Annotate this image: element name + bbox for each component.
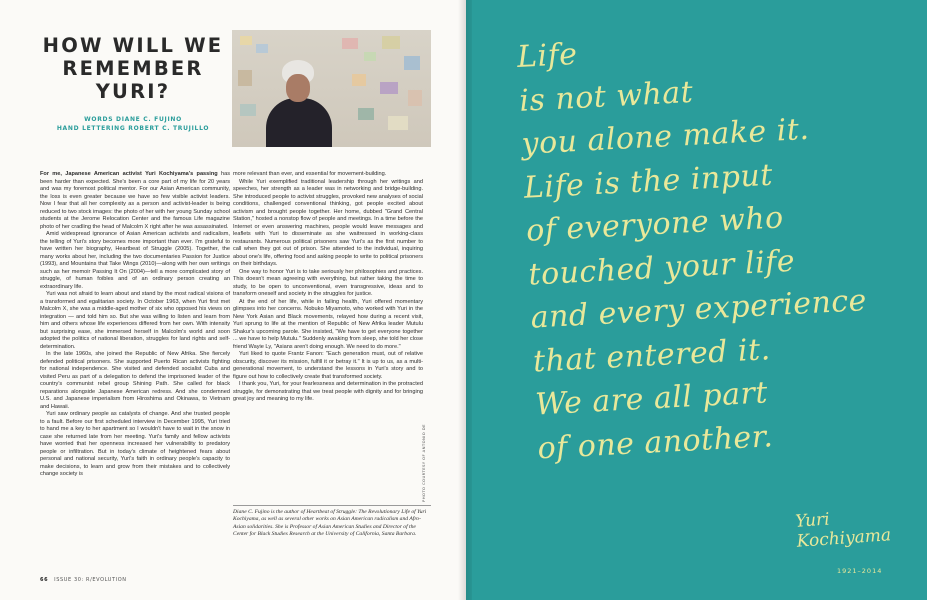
wall-card bbox=[364, 52, 376, 61]
wall-card bbox=[342, 38, 358, 49]
issue-label: ISSUE 30: R/EVOLUTION bbox=[54, 577, 127, 583]
quote-attribution bbox=[795, 504, 908, 552]
quote-line: you alone make it. bbox=[520, 111, 811, 162]
article-credits bbox=[40, 115, 226, 133]
paragraph: One way to honor Yuri is to take seriously her philosophies and practices. This doesn't mean agreeing with everything, but rather taking the time to study, to be open to unconventional, even transgressive, ideas and to transform oneself and society in the struggles for justice. bbox=[233, 268, 423, 297]
wall-card bbox=[358, 108, 374, 120]
quote-line: that entered it. bbox=[532, 331, 772, 380]
article-column-2 bbox=[233, 171, 423, 404]
paragraph: Amid widespread ignorance of Asian American activists and radicalism, the telling of Yuri's story becomes more important than ever. I'm grateful to have written her biography, Heartbeat of Struggle (2005). Together, the many works about her, including the two documentaries Passion for Justice (1993), and Mountains that Take Wings (2010)—along with her own writings such as her memoir Passing It On (2004)—tell a more complicated story of struggle, of human foibles and of an ordinary person creating an extraordinary life. bbox=[40, 231, 230, 290]
life-dates: 1921–2014 bbox=[837, 567, 883, 575]
quote-line: of everyone who bbox=[525, 200, 785, 249]
headline-line-3: YURI? bbox=[95, 80, 171, 103]
wall-card bbox=[240, 36, 252, 45]
person-face bbox=[286, 74, 310, 102]
photo-credit: PHOTO COURTESY OF ANTONIO DE bbox=[421, 424, 426, 502]
bio-divider bbox=[233, 505, 431, 506]
lettering-credit: HAND LETTERING ROBERT C. TRUJILLO bbox=[56, 125, 210, 132]
paragraph: Yuri saw ordinary people as catalysts of change. And she trusted people to a fault. Before our first scheduled interview in December 1995, Yuri tried to hand me a key to her apartment so I wouldn't have to wait in the snow in case she returned late from her meeting. Yuri's family and fellow activists have worried that her openness increased her vulnerability to predatory people or infiltration. But in today's climate of heightened fears about personal and national security, Yuri's faith in ordinary people's capacity to make decisions, to learn and grow from their mistakes and to collectively change society is bbox=[40, 411, 230, 477]
paragraph: At the end of her life, while in failing health, Yuri offered momentary glimpses into her concerns. Nobuko Miyamoto, who worked with Yuri in the New York Asian and Black movements, relayed how during a recent visit, Yuri sprung to life at the mention of Republic of New Afrika leader Mutulu Shakur's upcoming parole. She insisted, "We have to get everyone together ... we have to help Mutulu." Suddenly awaking from sleep, she told her close friend Wayie Ly, "Asians aren't doing enough. We need to do more." bbox=[233, 298, 423, 350]
quote-line: of one another. bbox=[536, 418, 775, 466]
quote-line: Life bbox=[516, 36, 579, 75]
paragraph: Yuri liked to quote Frantz Fanon: "Each generation must, out of relative obscurity, discover its mission, fulfill it or betray it." It is up to us, as a multi-generational movement, to understand the lessons in Yuri's story and to figure out how to collectively create that transformed society. bbox=[233, 351, 423, 380]
wall-card bbox=[240, 104, 256, 116]
attribution-last-name: Kochiyama bbox=[796, 525, 892, 552]
wall-card bbox=[256, 44, 268, 53]
lead-rest: has been harder than expected. She's been a core part of my life for 20 years and was my foremost political mentor. For our Asian American community, the loss is even greater because we have so few visible activist leaders. Now I fear that all her complexity as a person and activist-leader is being reduced to two stock images: the photo of her with her young Sunday school students at the Jerome Relocation Center and the famous Life magazine photo of her cradling the head of Malcolm X right after he was assassinated. bbox=[40, 171, 230, 230]
wall-card bbox=[408, 90, 422, 106]
paragraph: I thank you, Yuri, for your fearlessness and determination in the protracted struggle, for demonstrating that we treat people with dignity and for bringing great joy and meaning to my life. bbox=[233, 381, 423, 402]
quote-line: is not what bbox=[518, 74, 695, 119]
paragraph: In the late 1960s, she joined the Republic of New Afrika. She fiercely defended political prisoners. She supported Puerto Rican activists fighting for national independence. She visited and defended socialist Cuba and visited Peru as part of a delegation to defend the imprisoned leader of the country's communist rebel group Shining Path. She called for black reparations alongside Japanese American redress. And she condemned U.S. and Japanese imperialism from Hiroshima and Okinawa, to Vietnam and Hawaii. bbox=[40, 351, 230, 410]
page-number: 66 bbox=[40, 577, 49, 583]
paragraph: Yuri was not afraid to learn about and stand by the most radical visions of a transformed and egalitarian society. In October 1963, when Yuri first met Malcolm X, she was a middle-aged mother of six who opposed his views on integration — and told him so. But she was willing to listen and learn from him and others whose life experiences differed from her own. With intensity but surprising ease, she immersed herself in Malcolm's world and soon adopted the politics of national liberation, struggles for land rights and self-determination. bbox=[40, 291, 230, 350]
words-credit: WORDS DIANE C. FUJINO bbox=[84, 116, 182, 123]
headline-line-1: HOW WILL WE bbox=[42, 34, 224, 57]
headline-line-2: REMEMBER bbox=[62, 57, 204, 80]
article-headline bbox=[40, 34, 226, 103]
lead-in: For me, Japanese American activist Yuri Kochiyama's passing bbox=[40, 171, 218, 177]
wall-card bbox=[380, 82, 398, 94]
quote-line: Life is the input bbox=[523, 157, 774, 206]
paragraph: more relevant than ever, and essential for movement-building. bbox=[233, 171, 387, 177]
paragraph bbox=[40, 171, 230, 231]
attribution-first-name: Yuri bbox=[794, 509, 831, 532]
person-coat bbox=[266, 98, 332, 147]
wall-card bbox=[404, 56, 420, 70]
paragraph: While Yuri exemplified traditional leadership through her writings and speeches, her strength as a leader was in networking and bridge-building. She introduced people to activist struggles, provoked new analyses of social conditions, challenged conventional thinking, got people excited about activism and brought people together. Her home, dubbed "Grand Central Station," hosted a nonstop flow of people and meetings. In a time before the Internet or even answering machines, people would leave messages and leaflets with Yuri to disseminate as she waitressed in working-class restaurants. Numerous political prisoners saw Yuri's as the first number to call when they got out of prison. She attended to the individual, inquiring about one's life, offering food and asking people to write to political prisoners on their birthdays. bbox=[233, 178, 423, 267]
author-bio: Diane C. Fujino is the author of Heartbeat of Struggle: The Revolutionary Life of Yuri Kochiyama, as well as several other works on Asian American radicalism and Afro-Asian solidarities. She is Professor of Asian American Studies and Director of the Center for Black Studies Research at the University of California, Santa Barbara. bbox=[233, 509, 427, 538]
quote-line: We are all part bbox=[534, 375, 769, 423]
wall-card bbox=[238, 70, 252, 86]
article-column-1 bbox=[40, 171, 230, 479]
hand-lettered-quote bbox=[516, 15, 927, 470]
wall-card bbox=[382, 36, 400, 49]
portrait-photo bbox=[232, 30, 431, 147]
wall-card bbox=[352, 74, 366, 86]
quote-line: touched your life bbox=[527, 243, 796, 293]
wall-card bbox=[388, 116, 408, 130]
quote-line: and every experience bbox=[529, 283, 868, 336]
page-footer bbox=[40, 577, 127, 583]
right-page bbox=[466, 0, 927, 600]
